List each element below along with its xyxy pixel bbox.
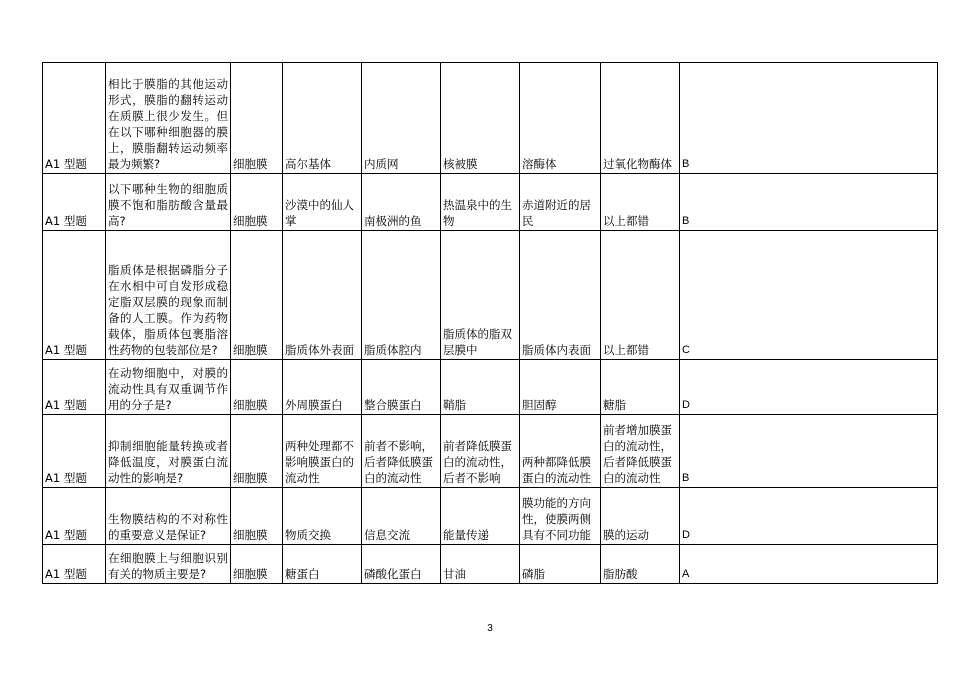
option-d-cell: 能量传递: [441, 488, 520, 545]
table-row: [43, 488, 938, 545]
option-d-cell: 核被膜: [441, 63, 520, 174]
question-table: [42, 62, 938, 584]
option-e-cell: 胆固醇: [520, 360, 601, 415]
option-c-cell: 整合膜蛋白: [362, 360, 441, 415]
question-cell: 相比于膜脂的其他运动形式，膜脂的翻转运动在质膜上很少发生。但在以下哪种细胞器的膜上，膜脂翻转运动频率最为频繁?: [106, 63, 231, 174]
option-b-cell: 高尔基体: [283, 63, 362, 174]
option-a-cell: 细胞膜: [231, 231, 283, 360]
table-row: [43, 415, 938, 488]
answer-cell: D: [680, 488, 938, 545]
option-d-cell: 脂质体的脂双层膜中: [441, 231, 520, 360]
answer-cell: C: [680, 231, 938, 360]
option-d-cell: 鞘脂: [441, 360, 520, 415]
option-b-cell: 糖蛋白: [283, 545, 362, 584]
question-cell: 在细胞膜上与细胞识别有关的物质主要是?: [106, 545, 231, 584]
question-cell: 以下哪种生物的细胞质膜不饱和脂肪酸含量最高?: [106, 174, 231, 231]
table-row: [43, 545, 938, 584]
option-e-cell: 磷脂: [520, 545, 601, 584]
option-f-cell: 以上都错: [601, 231, 680, 360]
option-c-cell: 磷酸化蛋白: [362, 545, 441, 584]
question-cell: 抑制细胞能量转换或者降低温度，对膜蛋白流动性的影响是?: [106, 415, 231, 488]
option-e-cell: 两种都降低膜蛋白的流动性: [520, 415, 601, 488]
option-b-cell: 物质交换: [283, 488, 362, 545]
type-cell: A1 型题: [43, 415, 106, 488]
option-a-cell: 细胞膜: [231, 488, 283, 545]
page-number: 3: [487, 623, 493, 634]
option-b-cell: 两种处理都不影响膜蛋白的流动性: [283, 415, 362, 488]
type-cell: A1 型题: [43, 545, 106, 584]
option-c-cell: 内质网: [362, 63, 441, 174]
option-c-cell: 脂质体腔内: [362, 231, 441, 360]
option-f-cell: 膜的运动: [601, 488, 680, 545]
option-a-cell: 细胞膜: [231, 360, 283, 415]
option-d-cell: 前者降低膜蛋白的流动性，后者不影响: [441, 415, 520, 488]
answer-cell: A: [680, 545, 938, 584]
answer-cell: B: [680, 63, 938, 174]
option-f-cell: 前者增加膜蛋白的流动性，后者降低膜蛋白的流动性: [601, 415, 680, 488]
option-d-cell: 热温泉中的生物: [441, 174, 520, 231]
option-b-cell: 脂质体外表面: [283, 231, 362, 360]
table-row: [43, 174, 938, 231]
option-f-cell: 以上都错: [601, 174, 680, 231]
option-d-cell: 甘油: [441, 545, 520, 584]
option-c-cell: 南极洲的鱼: [362, 174, 441, 231]
question-cell: 生物膜结构的不对称性的重要意义是保证?: [106, 488, 231, 545]
type-cell: A1 型题: [43, 488, 106, 545]
answer-cell: B: [680, 174, 938, 231]
answer-cell: B: [680, 415, 938, 488]
answer-cell: D: [680, 360, 938, 415]
question-cell: 在动物细胞中，对膜的流动性具有双重调节作用的分子是?: [106, 360, 231, 415]
option-e-cell: 脂质体内表面: [520, 231, 601, 360]
type-cell: A1 型题: [43, 231, 106, 360]
option-a-cell: 细胞膜: [231, 545, 283, 584]
option-c-cell: 信息交流: [362, 488, 441, 545]
option-b-cell: 外周膜蛋白: [283, 360, 362, 415]
option-f-cell: 脂肪酸: [601, 545, 680, 584]
option-c-cell: 前者不影响，后者降低膜蛋白的流动性: [362, 415, 441, 488]
option-a-cell: 细胞膜: [231, 63, 283, 174]
option-e-cell: 赤道附近的居民: [520, 174, 601, 231]
option-a-cell: 细胞膜: [231, 174, 283, 231]
type-cell: A1 型题: [43, 360, 106, 415]
type-cell: A1 型题: [43, 174, 106, 231]
option-e-cell: 膜功能的方向性，使膜两侧具有不同功能: [520, 488, 601, 545]
type-cell: A1 型题: [43, 63, 106, 174]
option-f-cell: 过氧化物酶体: [601, 63, 680, 174]
option-a-cell: 细胞膜: [231, 415, 283, 488]
table-row: [43, 231, 938, 360]
option-f-cell: 糖脂: [601, 360, 680, 415]
table-row: [43, 63, 938, 174]
table-row: [43, 360, 938, 415]
option-b-cell: 沙漠中的仙人掌: [283, 174, 362, 231]
option-e-cell: 溶酶体: [520, 63, 601, 174]
question-cell: 脂质体是根据磷脂分子在水相中可自发形成稳定脂双层膜的现象而制备的人工膜。作为药物载体，脂质体包裹脂溶性药物的包装部位是?: [106, 231, 231, 360]
